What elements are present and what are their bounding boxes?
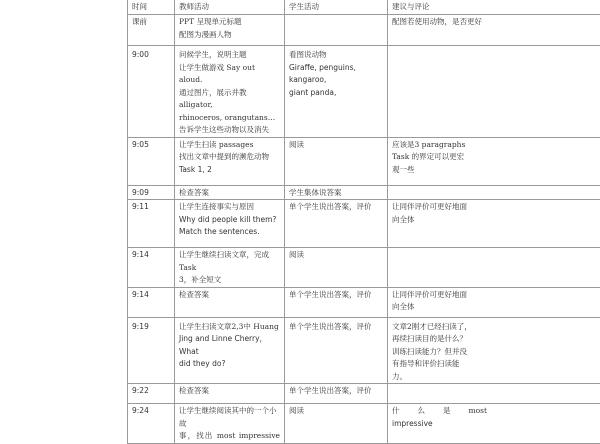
teacher-line: 让学生继续扫读文章，完成 Task [179, 249, 280, 274]
time-cell: 9:00 [128, 46, 175, 138]
header-teacher-activity: 教师活动 [175, 0, 285, 15]
student-line: 学生集体说答案 [289, 187, 383, 200]
teacher-cell [175, 248, 285, 288]
teacher-line: 让学生扫读文章2,3中 Huang [179, 321, 280, 334]
table-row [128, 200, 600, 248]
teacher-line: Why did people kill them? [179, 214, 280, 227]
teacher-line: 让学生继续阅读其中的一个小故 [179, 405, 280, 430]
comment-cell [388, 404, 600, 444]
teacher-line: PPT 呈现单元标题 [179, 16, 280, 29]
student-line: 单个学生说出答案，评价 [289, 321, 383, 334]
time-cell: 9:22 [128, 384, 175, 404]
table-row [128, 15, 600, 46]
student-cell [285, 46, 388, 138]
time-cell: 9:05 [128, 137, 175, 185]
table-row [128, 384, 600, 404]
student-cell [285, 15, 388, 46]
teacher-line: Task 1, 2 [179, 164, 280, 177]
student-cell [285, 248, 388, 288]
student-cell [285, 185, 388, 200]
teacher-cell [175, 15, 285, 46]
comment-cell [388, 46, 600, 138]
student-line: 阅读 [289, 139, 383, 152]
comment-cell [388, 185, 600, 200]
teacher-cell [175, 46, 285, 138]
teacher-line: 检查答案 [179, 187, 280, 200]
teacher-line: 让学生做游戏 Say out aloud. [179, 62, 280, 87]
teacher-line: 让学生连接事实与原因 [179, 201, 280, 214]
teacher-cell [175, 317, 285, 384]
teacher-line: 找出文章中提到的濒危动物 [179, 151, 280, 164]
comment-line: 文章2刚才已经扫读了， [392, 321, 600, 334]
time-cell: 课前 [128, 15, 175, 46]
comment-cell [388, 137, 600, 185]
teacher-cell [175, 137, 285, 185]
student-cell [285, 137, 388, 185]
student-line: Giraffe, penguins, kangaroo, [289, 62, 383, 87]
lesson-plan-table [127, 0, 600, 444]
student-line: 单个学生说出答案，评价 [289, 385, 383, 398]
teacher-cell [175, 185, 285, 200]
student-cell [285, 200, 388, 248]
table-row [128, 137, 600, 185]
table-row [128, 185, 600, 200]
time-cell: 9:09 [128, 185, 175, 200]
student-line: giant panda, [289, 87, 383, 100]
student-cell [285, 287, 388, 317]
header-time: 时间 [128, 0, 175, 15]
time-cell: 9:24 [128, 404, 175, 444]
header-student-activity: 学生活动 [285, 0, 388, 15]
student-cell [285, 317, 388, 384]
header-comments: 建议与评论 [388, 0, 600, 15]
teacher-line: did they do? [179, 358, 280, 371]
teacher-cell [175, 384, 285, 404]
comment-line: 训练扫读能力？但并没 [392, 346, 600, 359]
comment-cell [388, 317, 600, 384]
comment-line: 配图若使用动物，是否更好 [392, 16, 600, 29]
teacher-cell [175, 404, 285, 444]
comment-line: 向全体 [392, 301, 600, 314]
comment-line: 向全体 [392, 214, 600, 227]
table-row [128, 46, 600, 138]
teacher-line: rhinoceros, orangutans… [179, 112, 280, 125]
comment-line: impressive [392, 418, 600, 431]
time-cell: 9:14 [128, 287, 175, 317]
comment-cell [388, 200, 600, 248]
comment-line: 让同伴评价可更好地面 [392, 289, 600, 302]
student-line: 阅读 [289, 405, 383, 418]
teacher-line: Jing and Linne Cherry，What [179, 333, 280, 358]
teacher-line: 问候学生，说明主题 [179, 49, 280, 62]
comment-line: 什 么 是 most [392, 405, 487, 418]
comment-line: 力。 [392, 371, 600, 384]
student-cell [285, 384, 388, 404]
teacher-line: 3，补全短文 [179, 274, 280, 287]
comment-cell [388, 248, 600, 288]
comment-line: 应该是3 paragraphs [392, 139, 600, 152]
time-cell: 9:11 [128, 200, 175, 248]
teacher-line: 事，找出 most impressive [179, 430, 280, 443]
comment-line: 再续扫读目的是什么？ [392, 333, 600, 346]
comment-line: 有指导和评价扫读能 [392, 358, 600, 371]
table-row [128, 248, 600, 288]
student-cell [285, 404, 388, 444]
comment-cell [388, 287, 600, 317]
table-row [128, 317, 600, 384]
comment-line: 观一些 [392, 164, 600, 177]
comment-line: 让同伴评价可更好地面 [392, 201, 600, 214]
comment-line: Task 的界定可以更宏 [392, 151, 600, 164]
comment-cell [388, 15, 600, 46]
student-line: 阅读 [289, 249, 383, 262]
time-cell: 9:19 [128, 317, 175, 384]
table-row [128, 287, 600, 317]
teacher-line: 通过图片，展示并教 alligator, [179, 87, 280, 112]
teacher-line: 配图为漫画人物 [179, 29, 280, 42]
student-line: 看图说动物 [289, 49, 383, 62]
teacher-cell [175, 200, 285, 248]
teacher-line: Match the sentences. [179, 226, 280, 239]
time-cell: 9:14 [128, 248, 175, 288]
teacher-line: 告诉学生这些动物以及消失 [179, 124, 280, 137]
table-row [128, 404, 600, 444]
student-line: 单个学生说出答案，评价 [289, 201, 383, 214]
table-header-row [128, 0, 600, 15]
teacher-line: 检查答案 [179, 289, 280, 302]
teacher-line: 让学生扫读 passages [179, 139, 280, 152]
teacher-line: 检查答案 [179, 385, 280, 398]
teacher-cell [175, 287, 285, 317]
comment-cell [388, 384, 600, 404]
student-line: 单个学生说出答案，评价 [289, 289, 383, 302]
